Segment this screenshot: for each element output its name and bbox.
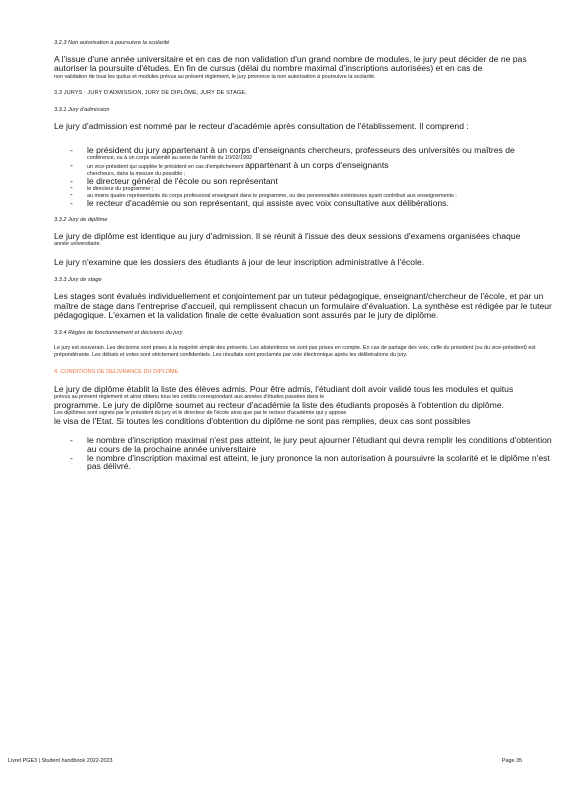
list-item: - le nombre d'inscription maximal est atteint, le jury prononce la non autorisation à poursuivre la scolarité et le diplôme n'est pas délivré. [87, 454, 560, 472]
list-item: - le directeur général de l'école ou son représentant [87, 177, 560, 186]
list-item: - un vice-président qui supplée le président en cas d'empêchement appartenant à un corps d'enseignants chercheurs, dans la mesure du possible ; [87, 161, 560, 177]
list-item: - le directeur du programme ; [87, 186, 560, 192]
heading-3-3-4: 3.3.4 Règles de fonctionnement et décisions du jury [54, 330, 183, 337]
footer-left: Livret PGE3 | Student handbook 2022-2023 [8, 758, 113, 764]
paragraph-small-text: non validation de tous les quitus et modules prévus au présent règlement, le jury prononce la non autorisation à poursuivre la scolarité. [54, 73, 376, 80]
heading-3-3-2: 3.3.2 Jury de diplôme [54, 216, 108, 223]
heading-4-conditions: 4. CONDITIONS DE DELIVRANCE DU DIPLOME [54, 368, 179, 375]
heading-3-3-1: 3.3.1 Jury d'admission [54, 107, 110, 114]
heading-3-2-3: 3.2.3 Non autorisation à poursuivre la scolarité [54, 40, 170, 46]
heading-3-3: 3.3 JURYS : JURY D'ADMISSION, JURY DE DIPLÔME, JURY DE STAGE. [54, 90, 247, 97]
paragraph-stages: Les stages sont évalués individuellement et conjointement par un tuteur pédagogique, enseignant/chercheur de l'école, et par un maître de stage dans l'entreprise d'accueil, qui remplissent chacun un formulaire d'évaluation. La synthèse est rédigée par le tuteur pédagogique. L'examen et la validation finale de cette évaluation sont assurés par le jury de diplôme. [54, 291, 552, 321]
heading-3-3-3: 3.3.3 Jury de stage [54, 277, 102, 284]
list-conditions [54, 436, 560, 471]
paragraph-conditions: Le jury de diplôme établit la liste des élèves admis. Pour être admis, l'étudiant doit avoir validé tous les modules et quitus prévus au présent règlement et ainsi obtenu tous les crédits correspondant aux années d'études passées dans le programme. Le jury de diplôme soumet au recteur d'académie la liste des étudiants proposés à l'obtention du diplôme. Les diplômes sont signés par le président du jury et le directeur de l'école ainsi que par le recteur d'académie qui y appose le visa de l'Etat. Si toutes les conditions d'obtention du diplôme ne sont pas remplies, deux cas sont possibles [54, 383, 514, 426]
paragraph-jury-admission-intro: Le jury d'admission est nommé par le recteur d'académie après consultation de l'établissement. Il comprend : [54, 121, 469, 132]
document-page [54, 40, 560, 480]
page-number: Page 35 [501, 758, 522, 764]
paragraph-jury-diplome: Le jury de diplôme est identique au jury d'admission. Il se réunit à l'issue des deux sessions d'examens organisées chaque année universitaire. [54, 230, 521, 248]
list-jury-admission [54, 146, 560, 208]
list-item: - le nombre d'inscription maximal n'est pas atteint, le jury peut ajourner l'étudiant qui devra remplir les conditions d'obtention au cours de la prochaine année universitaire [87, 436, 560, 454]
paragraph-text: A l'issue d'une année universitaire et en cas de non validation d'un grand nombre de modules, le jury peut décider de ne pas autoriser la poursuite d'études. En fin de cursus (délai du nombre maximal d'inscriptions autorisées) et en cas de [54, 54, 527, 74]
list-item: - au moins quatre représentants du corps professoral enseignant dans le programme, ou des personnalités extérieures ayant contribué aux enseignements ; [87, 193, 560, 199]
paragraph-regles: Le jury est souverain. Les décisions sont prises à la majorité simple des présents. Les abstentions ne sont pas prises en compte. En cas de partage des voix, celle du président (ou du vice-président) est prépondérante. Les débats et votes sont strictement confidentiels. Les résultats sont proclamés par voie électronique après les délibérations du jury. [54, 345, 536, 359]
list-item: - le président du jury appartenant à un corps d'enseignants chercheurs, professeurs des universités ou maîtres de conférence, ou à un corps assimilé au sens de l'arrêté du 10/02/1992 [87, 146, 560, 161]
list-item: - le recteur d'académie ou son représentant, qui assiste avec voix consultative aux délibérations. [87, 199, 560, 208]
paragraph-dossiers: Le jury n'examine que les dossiers des étudiants à jour de leur inscription administrative à l'école. [54, 256, 425, 267]
paragraph-non-autorisation [54, 55, 560, 80]
